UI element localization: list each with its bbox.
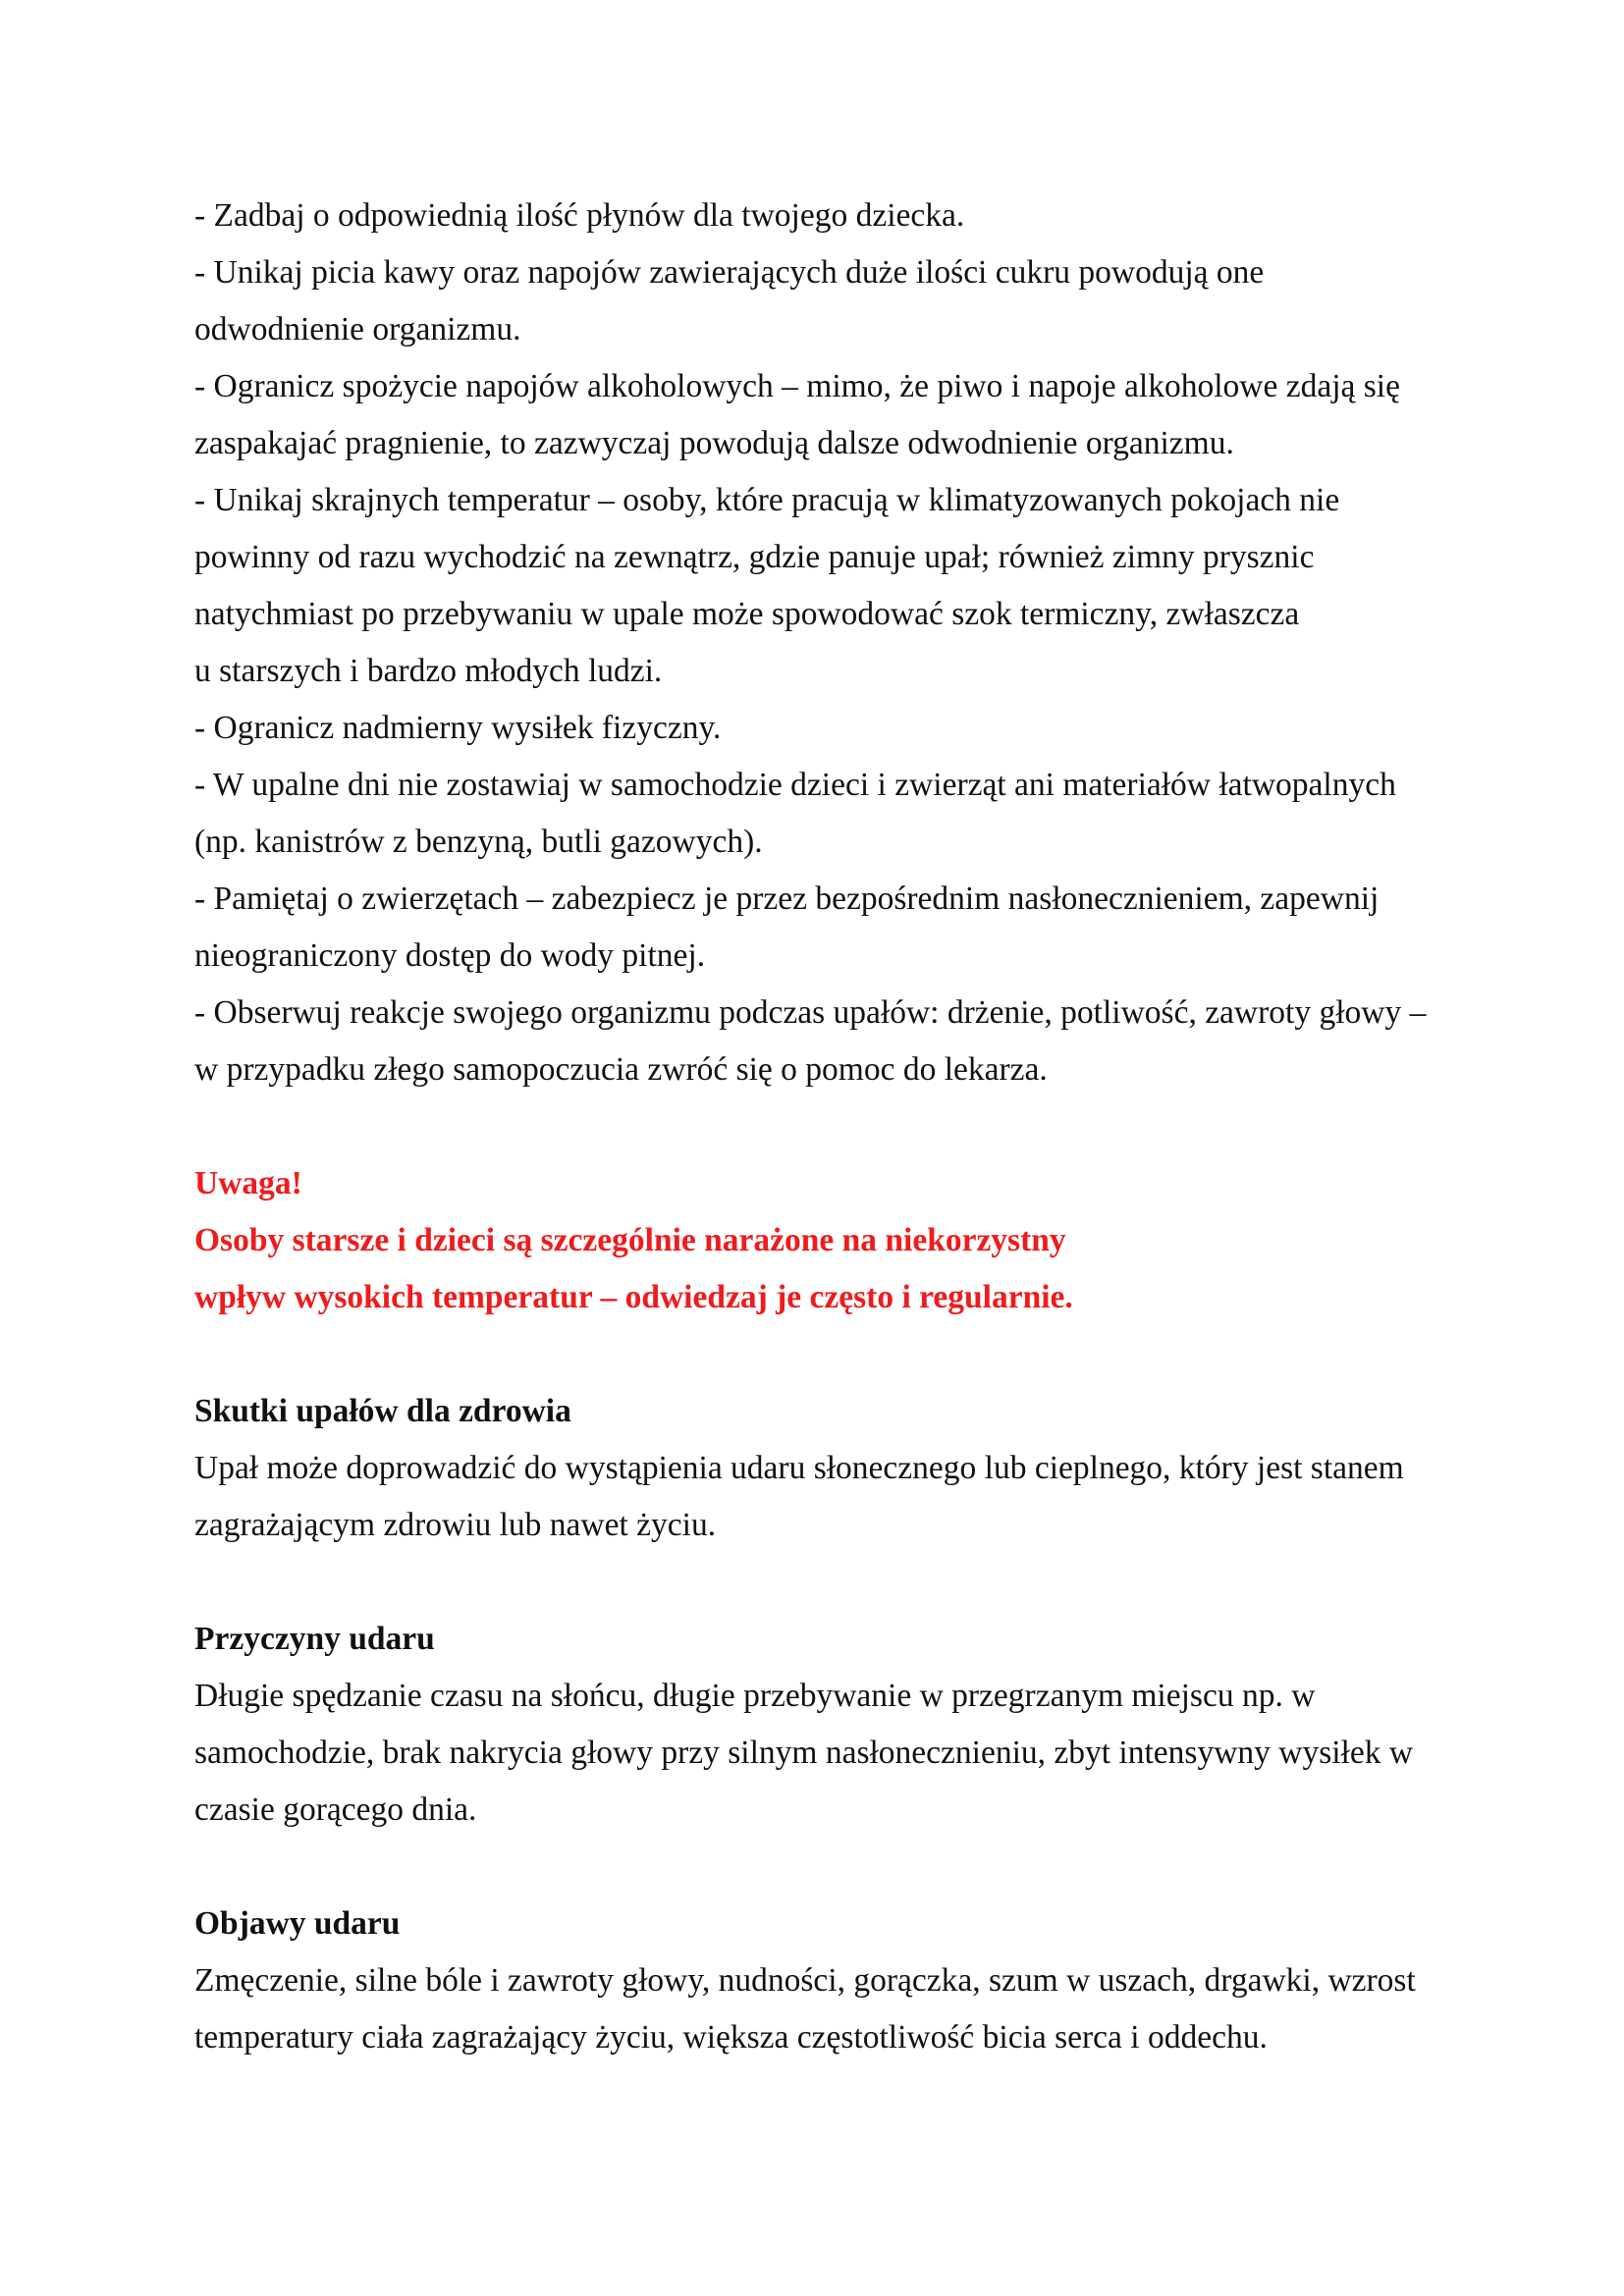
tip-line: - Pamiętaj o zwierzętach – zabezpiecz je przez bezpośrednim nasłonecznieniem, zapewnij	[194, 881, 1380, 917]
tip-item	[194, 700, 1451, 757]
spacer	[194, 1098, 1451, 1155]
document-body	[194, 187, 1451, 2066]
warning-block	[194, 1155, 1451, 1326]
tip-item	[194, 871, 1451, 985]
section-line: Upał może doprowadzić do wystąpienia udaru słonecznego lub cieplnego, który jest stanem	[194, 1450, 1404, 1486]
section-line: Długie spędzanie czasu na słońcu, długie przebywanie w przegrzanym miejscu np. w	[194, 1678, 1316, 1714]
tips-list	[194, 187, 1451, 1098]
tip-line: - Ogranicz spożycie napojów alkoholowych – mimo, że piwo i napoje alkoholowe zdają się	[194, 368, 1400, 404]
tip-line: zaspakajać pragnienie, to zazwyczaj powodują dalsze odwodnienie organizmu.	[194, 425, 1234, 461]
tip-line: - Zadbaj o odpowiednią ilość płynów dla twojego dziecka.	[194, 197, 965, 234]
warning-line: Osoby starsze i dzieci są szczególnie narażone na niekorzystny	[194, 1222, 1066, 1258]
tip-line: - Unikaj skrajnych temperatur – osoby, które pracują w klimatyzowanych pokojach nie	[194, 482, 1340, 518]
section-line: temperatury ciała zagrażający życiu, większa częstotliwość bicia serca i oddechu.	[194, 2019, 1268, 2056]
tip-line: - Unikaj picia kawy oraz napojów zawierających duże ilości cukru powodują one	[194, 254, 1265, 291]
tip-line: - W upalne dni nie zostawiaj w samochodzie dzieci i zwierząt ani materiałów łatwopalnych	[194, 767, 1396, 803]
section-line: czasie gorącego dnia.	[194, 1791, 477, 1828]
section-heading: Skutki upałów dla zdrowia	[194, 1393, 571, 1429]
section-line: Zmęczenie, silne bóle i zawroty głowy, nudności, gorączka, szum w uszach, drgawki, wzrost	[194, 1962, 1416, 1999]
tip-line: - Obserwuj reakcje swojego organizmu podczas upałów: drżenie, potliwość, zawroty głowy –	[194, 994, 1427, 1031]
tip-line: odwodnienie organizmu.	[194, 311, 521, 347]
section-effects	[194, 1383, 1451, 1554]
spacer	[194, 1326, 1451, 1383]
section-line: zagrażającym zdrowiu lub nawet życiu.	[194, 1507, 717, 1543]
tip-line: powinny od razu wychodzić na zewnątrz, gdzie panuje upał; również zimny prysznic	[194, 539, 1315, 575]
tip-item	[194, 985, 1451, 1098]
tip-line: (np. kanistrów z benzyną, butli gazowych).	[194, 824, 763, 860]
tip-item	[194, 358, 1451, 472]
section-heading: Przyczyny udaru	[194, 1621, 435, 1657]
section-heading: Objawy udaru	[194, 1905, 401, 1942]
spacer	[194, 1839, 1451, 1896]
section-symptoms	[194, 1896, 1451, 2066]
tip-item	[194, 244, 1451, 358]
spacer	[194, 1554, 1451, 1611]
tip-item	[194, 187, 1451, 244]
tip-line: u starszych i bardzo młodych ludzi.	[194, 653, 663, 689]
tip-line: - Ogranicz nadmierny wysiłek fizyczny.	[194, 710, 722, 746]
section-line: samochodzie, brak nakrycia głowy przy silnym nasłonecznieniu, zbyt intensywny wysiłek w	[194, 1735, 1414, 1771]
tip-item	[194, 472, 1451, 700]
tip-line: natychmiast po przebywaniu w upale może spowodować szok termiczny, zwłaszcza	[194, 596, 1300, 632]
tip-line: w przypadku złego samopoczucia zwróć się o pomoc do lekarza.	[194, 1051, 1048, 1088]
tip-line: nieograniczony dostęp do wody pitnej.	[194, 937, 706, 974]
warning-line: wpływ wysokich temperatur – odwiedzaj je często i regularnie.	[194, 1279, 1073, 1315]
tip-item	[194, 757, 1451, 871]
warning-title: Uwaga!	[194, 1165, 302, 1201]
section-causes	[194, 1611, 1451, 1839]
